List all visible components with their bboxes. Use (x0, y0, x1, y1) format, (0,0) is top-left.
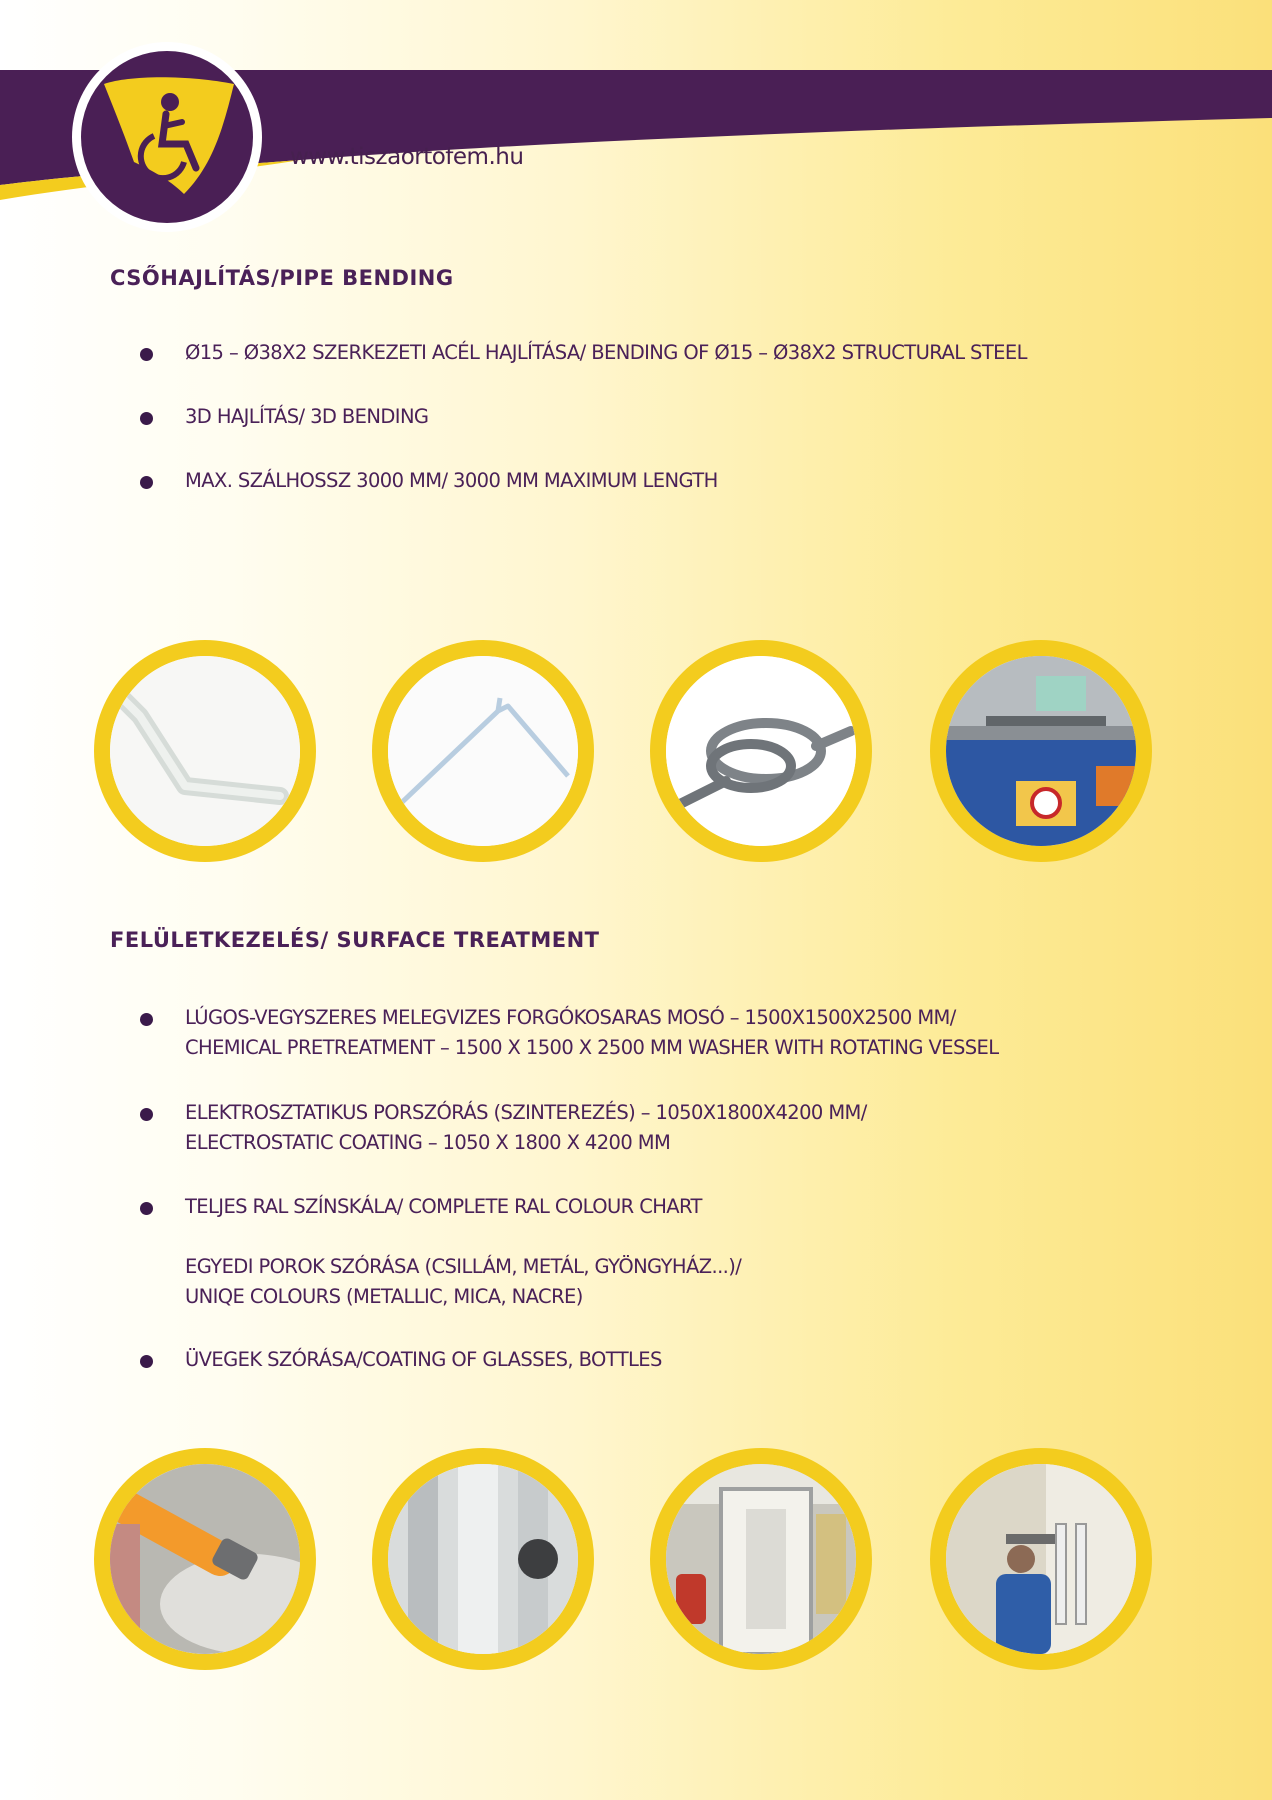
list-item-text: UNIQE COLOURS (METALLIC, MICA, NACRE) (185, 1285, 583, 1308)
bullet-icon (140, 1355, 153, 1368)
section-title-surface-treatment: FELÜLETKEZELÉS/ SURFACE TREATMENT (110, 928, 600, 952)
list-item-text: CHEMICAL PRETREATMENT – 1500 X 1500 X 2500 MM WASHER WITH ROTATING VESSEL (185, 1036, 999, 1059)
list-item (140, 1192, 999, 1222)
list-item (140, 466, 1027, 496)
list-item-text: MAX. SZÁLHOSSZ 3000 MM/ 3000 MM MAXIMUM LENGTH (185, 469, 718, 492)
booth-machine-photo (650, 1448, 872, 1670)
bullet-icon (140, 348, 153, 361)
list-item-text: TELJES RAL SZÍNSKÁLA/ COMPLETE RAL COLOUR CHART (185, 1195, 702, 1218)
knotted-pipe-photo (650, 640, 872, 862)
bent-rod-photo (372, 640, 594, 862)
bullet-icon (140, 476, 153, 489)
list-item (140, 1252, 999, 1312)
coating-booth-photo (372, 1448, 594, 1670)
list-item (140, 1003, 999, 1063)
list-item (140, 402, 1027, 432)
bullet-icon (140, 1108, 153, 1121)
surface-treatment-list (140, 1003, 999, 1375)
bullet-icon (140, 1202, 153, 1215)
list-item-text: ÜVEGEK SZÓRÁSA/COATING OF GLASSES, BOTTLES (185, 1348, 662, 1371)
list-item-text: ELECTROSTATIC COATING – 1050 X 1800 X 4200 MM (185, 1131, 671, 1154)
logo[interactable] (74, 44, 260, 230)
bullet-icon (140, 1013, 153, 1026)
list-item-text: ELEKTROSZTATIKUS PORSZÓRÁS (SZINTEREZÉS) – 1050X1800X4200 MM/ (185, 1101, 867, 1124)
list-item-text: LÚGOS-VEGYSZERES MELEGVIZES FORGÓKOSARAS MOSÓ – 1500X1500X2500 MM/ (185, 1006, 956, 1029)
list-item-text: EGYEDI POROK SZÓRÁSA (CSILLÁM, METÁL, GYÖNGYHÁZ...)/ (185, 1255, 742, 1278)
spray-gun-photo (94, 1448, 316, 1670)
section-title-pipe-bending: CSŐHAJLÍTÁS/PIPE BENDING (110, 266, 454, 290)
list-item (140, 1098, 999, 1158)
wheelchair-logo-icon (74, 44, 260, 230)
bullet-icon (140, 412, 153, 425)
list-item-text: 3D HAJLÍTÁS/ 3D BENDING (185, 405, 429, 428)
website-url[interactable]: www.tiszaortofem.hu (290, 144, 524, 170)
bending-machine-photo (930, 640, 1152, 862)
list-item (140, 338, 1027, 368)
list-item (140, 1345, 999, 1375)
worker-photo (930, 1448, 1152, 1670)
pipe-bending-list (140, 338, 1027, 496)
grab-bar-photo (94, 640, 316, 862)
list-item-text: Ø15 – Ø38X2 SZERKEZETI ACÉL HAJLÍTÁSA/ BENDING OF Ø15 – Ø38X2 STRUCTURAL STEEL (185, 341, 1027, 364)
